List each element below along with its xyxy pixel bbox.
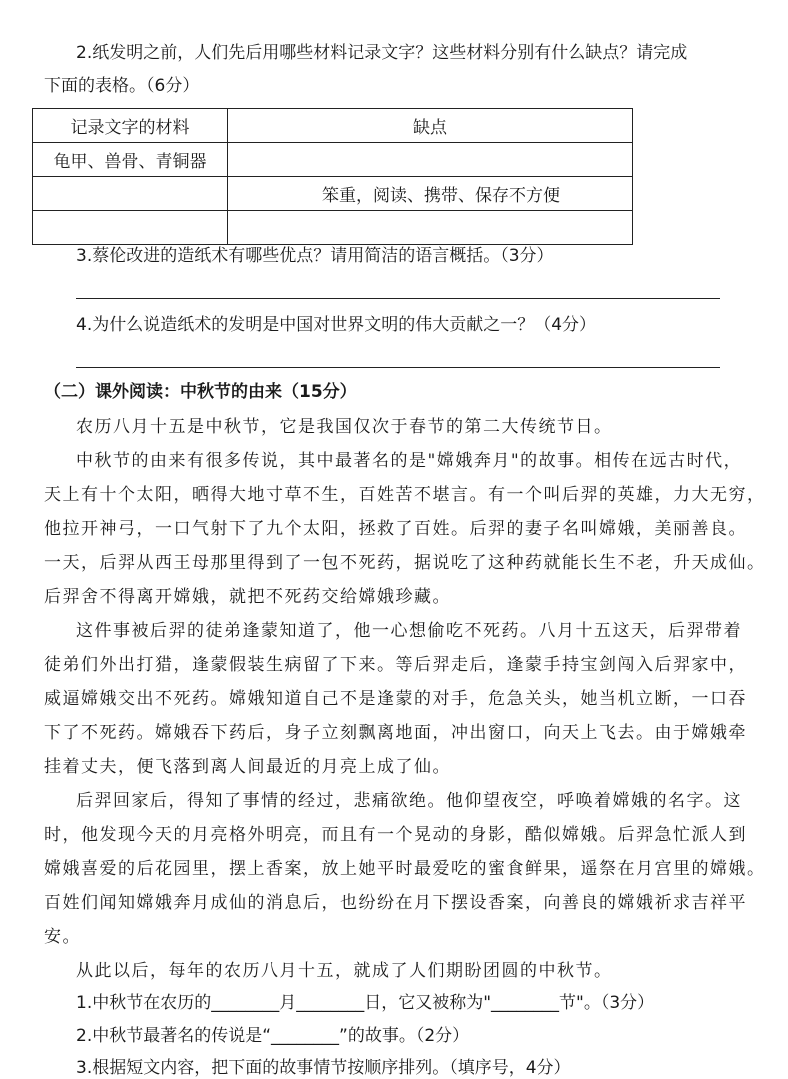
- passage-line: 后羿回家后，得知了事情的经过，悲痛欲绝。他仰望夜空，呼唤着嫦娥的名字。这: [76, 791, 742, 811]
- q2-line-1: 2.纸发明之前，人们先后用哪些材料记录文字？这些材料分别有什么缺点？请完成: [76, 43, 688, 63]
- passage-line: 威逼嫦娥交出不死药。嫦娥知道自己不是逢蒙的对手，危急关头，她当机立断，一口吞: [44, 689, 747, 709]
- table-cell-blank: [228, 211, 633, 245]
- question-2: 2.中秋节最著名的传说是“________”的故事。（2分）: [76, 1026, 470, 1046]
- passage-line: 安。: [44, 927, 81, 947]
- section-title: （二）课外阅读：中秋节的由来（15分）: [44, 382, 357, 402]
- materials-table: [32, 108, 633, 245]
- passage-line: 下了不死药。嫦娥吞下药后，身子立刻飘离地面，冲出窗口，向天上飞去。由于嫦娥牵: [44, 723, 747, 743]
- table-header-cell: 记录文字的材料: [33, 109, 228, 143]
- q2-line-2: 下面的表格。（6分）: [44, 76, 200, 96]
- passage-line: 农历八月十五是中秋节，它是我国仅次于春节的第二大传统节日。: [76, 417, 613, 437]
- question-3: 3.根据短文内容，把下面的故事情节按顺序排列。（填序号，4分）: [76, 1058, 571, 1078]
- table-row: [33, 211, 633, 245]
- table-header-cell: 缺点: [228, 109, 633, 143]
- passage-line: 时，他发现今天的月亮格外明亮，而且有一个晃动的身影，酷似嫦娥。后羿急忙派人到: [44, 825, 747, 845]
- table-cell: 笨重，阅读、携带、保存不方便: [228, 177, 633, 211]
- passage-line: 嫦娥喜爱的后花园里，摆上香案，放上她平时最爱吃的蜜食鲜果，遥祭在月宫里的嫦娥。: [44, 859, 766, 879]
- q4-answer-line: [76, 367, 720, 368]
- table-cell-blank: [33, 177, 228, 211]
- q3-answer-line: [76, 298, 720, 299]
- passage-line: 从此以后，每年的农历八月十五，就成了人们期盼团圆的中秋节。: [76, 961, 613, 981]
- passage-line: 天上有十个太阳，晒得大地寸草不生，百姓苦不堪言。有一个叫后羿的英雄，力大无穷，: [44, 485, 766, 505]
- passage-line: 挂着丈夫，便飞落到离人间最近的月亮上成了仙。: [44, 757, 451, 777]
- passage-line: 一天，后羿从西王母那里得到了一包不死药，据说吃了这种药就能长生不老，升天成仙。: [44, 553, 766, 573]
- table-cell: 龟甲、兽骨、青铜器: [33, 143, 228, 177]
- passage-line: 这件事被后羿的徒弟逢蒙知道了，他一心想偷吃不死药。八月十五这天，后羿带着: [76, 621, 742, 641]
- passage-line: 徒弟们外出打猎，逢蒙假装生病留了下来。等后羿走后，逢蒙手持宝剑闯入后羿家中，: [44, 655, 747, 675]
- table-row: [33, 143, 633, 177]
- passage-line: 他拉开神弓，一口气射下了九个太阳，拯救了百姓。后羿的妻子名叫嫦娥，美丽善良。: [44, 519, 747, 539]
- table-cell-blank: [228, 143, 633, 177]
- passage-line: 百姓们闻知嫦娥奔月成仙的消息后，也纷纷在月下摆设香案，向善良的嫦娥祈求吉祥平: [44, 893, 747, 913]
- q3-text: 3.蔡伦改进的造纸术有哪些优点？请用简洁的语言概括。（3分）: [76, 246, 554, 266]
- q4-text: 4.为什么说造纸术的发明是中国对世界文明的伟大贡献之一？（4分）: [76, 315, 597, 335]
- table-row: [33, 177, 633, 211]
- table-header-row: [33, 109, 633, 143]
- table-cell-blank: [33, 211, 228, 245]
- question-1: 1.中秋节在农历的________月________日，它又被称为"________节"。（3分）: [76, 993, 655, 1013]
- passage-line: 中秋节的由来有很多传说，其中最著名的是"嫦娥奔月"的故事。相传在远古时代，: [76, 451, 743, 471]
- passage-line: 后羿舍不得离开嫦娥，就把不死药交给嫦娥珍藏。: [44, 587, 451, 607]
